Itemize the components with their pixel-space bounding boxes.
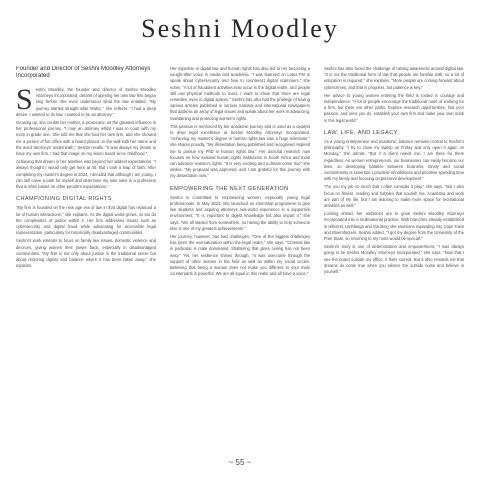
paragraph: "My firm is founded on the new age era of law in that digital has replaced a lot of human interactions," she explains. As the digital world grows, so too do the complexities of justice within it. Her firm addresses issues such as cybersecurity and digital fraud while advocating for accessible legal representation, particularly for historically disadvantaged communities. (16, 205, 156, 236)
column-2 (170, 66, 310, 446)
column-3 (324, 66, 464, 446)
paragraph: Growing up, she credits her mother, a prosecutor, as the greatest influence in her professional journey. "I may an attorney whilst I was in court with my mom in grade one. She told me that she had her own firm, and she showed me a picture of her office with a board placed on the wall with her name and the word 'attorneys' underneath," Seshni recalls. "It was always my dream to have my own firm. I had that image on my vision board since childhood." (16, 120, 156, 157)
paragraph: Achieving that dream in her twenties was beyond her wildest expectations. "I always thought I would only get here at 40. But I took a leap of faith. After completing my master's degree in 2024, I decided that although I am young, I can still carve a path for myself and determine my own rules in a profession that is often based on other people's expectations." (16, 159, 156, 190)
article-body (16, 66, 464, 446)
paragraph: "For you my job so much that I often consider it play," she says. "But I also focus on fitness, reading and hobbies that nourish me. Academia and work are part of my life, but I am learning to make more space for recreational activities as well." (324, 184, 464, 209)
paragraph: Seshni's work extends to focus on family law issues, domestic violence and divorces, giving women their power back, especially in disadvantaged communities. "My firm is not only about justice in the traditional sense but about restoring dignity and balance where it has been taken away," she explains. (16, 238, 156, 269)
section-heading: EMPOWERING THE NEXT GENERATION (170, 185, 289, 192)
paragraph: As a young entrepreneur and academic, balance remains central to Seshni's philosophy. "I try to close my laptop on Friday and only open it again on Monday," she admits. "But if a client needs me, I am there for them regardless. As women entrepreneurs, our businesses can easily become our lives, so developing balance between business, family and social commitments is essential. I prioritise mindfulness and prioritise spending time with my family and focusing on personal development." (324, 139, 464, 182)
section-heading: LAW, LIFE, AND LEGACY (324, 129, 398, 136)
article-subtitle: Founder and Director of Seshni Moodley Attorneys Incorporated (16, 66, 151, 79)
paragraph: Her advice to young women entering the field is rooted in courage and independence. "A lot of people encourage the traditional route of working for a firm, but there are other paths. Explore research opportunities, find your passion, and once you do, establish your own firm and make your own mark in this legal world." (324, 92, 464, 123)
paragraph: This passion is reinforced by her academic journey and is used as a catalyst to drive legal excellence at Seshni Moodley Attorneys Incorporated. "Achieving my master's degree in human rights law was a huge milestone," she shares proudly. "My dissertation being published and recognised inspired me to pursue my PhD in human rights law." Her doctoral research now focuses on how national human rights institutions in South Africa and India can advance women's rights. "It is very exciting and a dream come true" she smiles. "My proposal was approved, and I am grateful for this journey with my dissertation now." (170, 123, 310, 179)
paragraph: Seshni's story is one of determination and empowerment. "I was always going to be Seshni Moodley Attorneys Incorporated," she says. "Now that I see the board outside my office, it feels surreal. But it also reminds me that dreams do come true when you silence the outside noise and believe in yourself." (324, 244, 464, 275)
section-heading: CHAMPIONING DIGITAL RIGHTS (16, 196, 112, 203)
article-title: Seshni Moodley (141, 14, 339, 43)
paragraph: Seshni has also faced the challenge of raising awareness around digital law. "It is not the traditional form of law that people are familiar with, so a lot of education is required," she explains. "More people are coming forward about cybercrimes, and that is progress, but patience is key." (324, 66, 464, 90)
paragraph: Her expertise in digital law and human rights has also led to her becoming a sought-after voice in media and academia. "I was featured on Lotus FM to speak about cybersecurity and how to counteract digital scammers," she notes. "A lot of fraudulent activities now occur in the digital realm, and people still use physical methods to react. I want to show that there are legal remedies, even in digital spaces." Seshni has also had the privilege of having various articles published in various national and international newspapers that address an array of legal issues and speak about her work in advancing, maintaining and protecting women's rights. (170, 66, 310, 121)
paragraph: Seshni is committed to empowering women, especially young legal professionals. In May 2024, she launched an internship programme to give law students and aspiring attorneys real-world experience in a supportive environment. "It is important to digest knowledge but also impart it," she says. "We all started from somewhere, so having the ability to help someone else is one of my greatest achievements." (170, 194, 310, 231)
paragraph: Looking ahead, her ambitions are to grow Seshni Moodley Attorneys Incorporated into a multinational practice. With branches already established in Hillcrest, Umhlanga and Gauteng she envisions expanding into Cape Town and Bloemfontein. Seshni added, "I got my degree from the University of the Free State, so returning to my roots would be special." (324, 211, 464, 242)
paragraph: Her journey, however, has had challenges. "One of the biggest challenges has been the oversaturation within the legal realm," she says. "Criminal law in particular is male dominated. Shattering that glass ceiling has not been easy." Yet, her resilience shines through. "It was overcome through the support of other women in the field as well as within my social circles. Believing that being a woman does not make you different to your male counterparts is powerful. We are all equal in this realm and all have a voice." (170, 234, 310, 277)
page-number: ~ 55 ~ (228, 458, 252, 467)
opening-paragraph (16, 83, 156, 118)
column-1 (16, 66, 156, 446)
paragraph: eshni Moodley, the founder and director of Seshni Moodley Attorneys Incorporated, dreamt of opening her own law firm began long before she even understood what the law entailed. "My journey started straight after Matric," she reflects. "I had a deep desire. I wanted to do law. I wanted to be an attorney." (16, 87, 156, 117)
drop-cap: S (16, 83, 33, 116)
